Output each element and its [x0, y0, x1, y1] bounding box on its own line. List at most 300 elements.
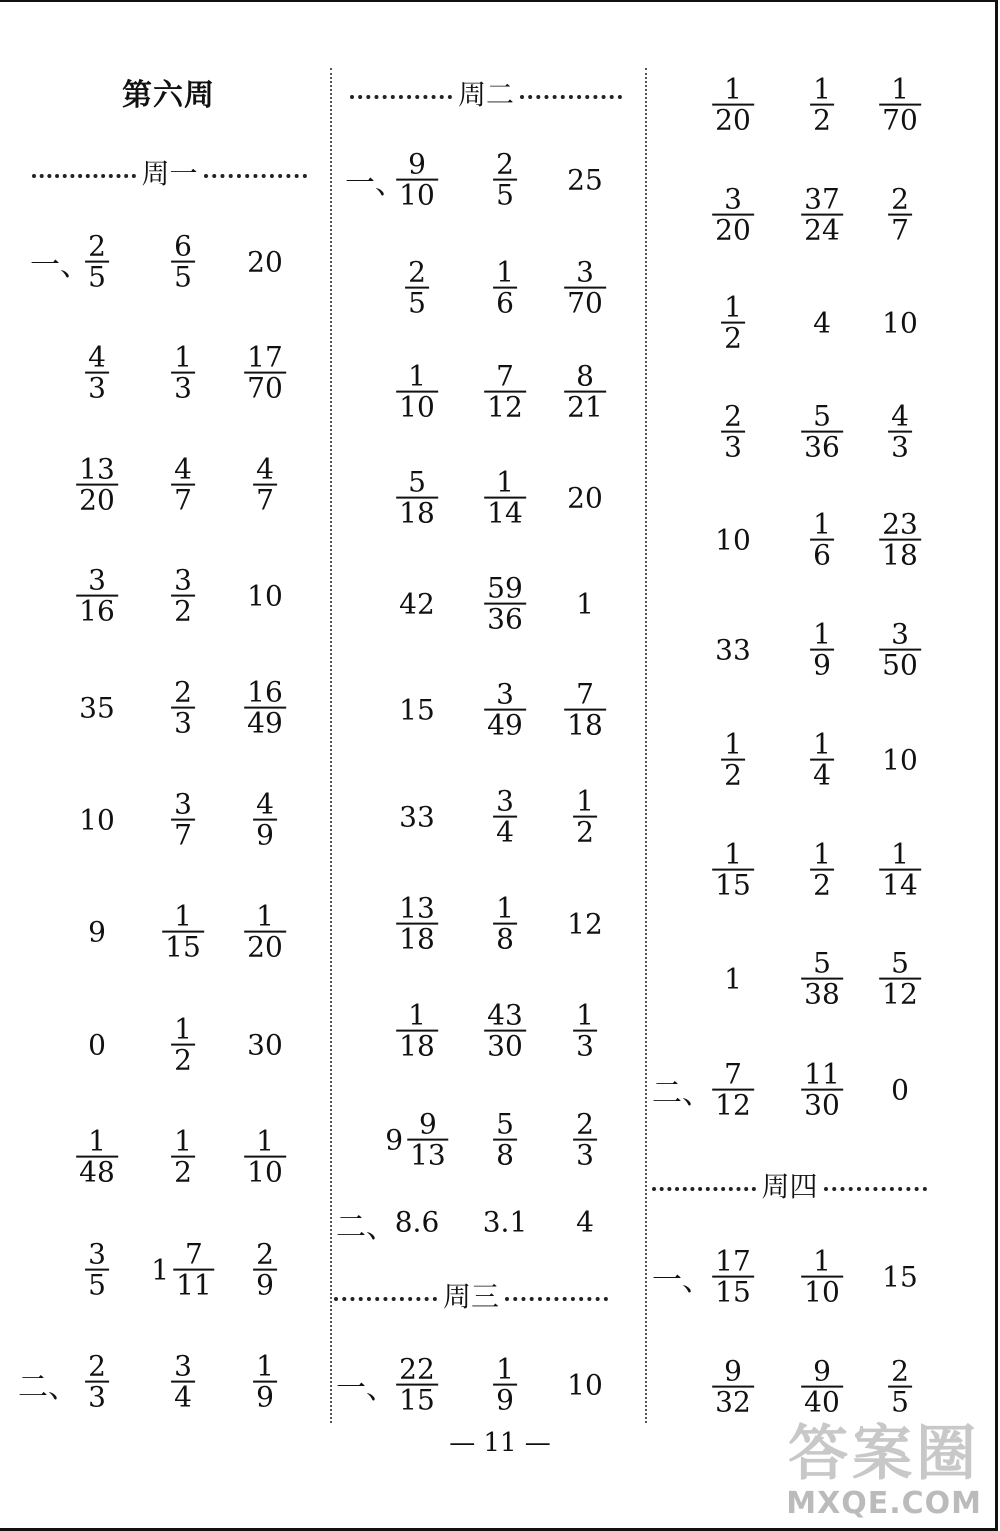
numerator: 1: [174, 1012, 192, 1046]
answer-cell: [712, 1057, 754, 1122]
numerator: 1: [496, 891, 514, 925]
part-one-marker: 一、: [345, 166, 405, 201]
denominator: 49: [484, 709, 526, 740]
numerator: 17: [247, 340, 283, 374]
fraction: [484, 998, 526, 1063]
denominator: 16: [76, 595, 118, 626]
denominator: 6: [810, 539, 834, 570]
answer-value: 42: [399, 587, 435, 621]
answer-cell: [85, 1349, 109, 1414]
fraction: [879, 507, 921, 572]
denominator: 10: [801, 1276, 843, 1307]
answer-cell: [85, 229, 109, 294]
answer-cell: [76, 563, 118, 628]
denominator: 20: [712, 104, 754, 135]
fraction: [493, 784, 517, 849]
denominator: 5: [85, 261, 109, 292]
answer-value: 35: [79, 691, 115, 725]
denominator: 15: [396, 1384, 438, 1415]
section-header-wednesday: [334, 1275, 608, 1315]
fraction: [162, 899, 204, 964]
fraction: [173, 1237, 215, 1302]
fraction: [888, 399, 912, 464]
answer-value: 8.6: [394, 1205, 440, 1239]
answer-cell: [567, 908, 603, 941]
fraction: [171, 1012, 195, 1077]
fraction: [721, 399, 745, 464]
numerator: 1: [174, 1124, 192, 1158]
denominator: 2: [810, 104, 834, 135]
answer-cell: [484, 677, 526, 742]
fraction: [484, 465, 526, 530]
answer-cell: [493, 1107, 517, 1172]
answer-cell: [171, 1012, 195, 1077]
answer-value: 15: [399, 693, 435, 727]
answer-value: 3.1: [482, 1205, 528, 1239]
answer-cell: [253, 1237, 277, 1302]
fraction: [253, 452, 277, 517]
numerator: 1: [576, 784, 594, 818]
answer-cell: [484, 359, 526, 424]
dotted-leader: [505, 1297, 608, 1301]
answer-cell: [567, 164, 603, 197]
answer-cell: [567, 1369, 603, 1402]
numerator: 7: [576, 677, 594, 711]
numerator: 4: [88, 340, 106, 374]
answer-cell: [244, 675, 286, 740]
numerator: 2: [724, 399, 742, 433]
fraction: [493, 255, 517, 320]
answer-cell: [888, 182, 912, 247]
fraction: [244, 675, 286, 740]
fraction: [76, 563, 118, 628]
denominator: 2: [721, 759, 745, 790]
numerator: 4: [891, 399, 909, 433]
answer-cell: [171, 787, 195, 852]
fraction: [253, 1349, 277, 1414]
answer-cell: [253, 452, 277, 517]
answer-value: 0: [891, 1073, 909, 1107]
answer-cell: [88, 1029, 106, 1062]
answer-cell: [801, 946, 843, 1011]
denominator: 48: [76, 1156, 118, 1187]
denominator: 6: [493, 287, 517, 318]
answer-value: 0: [88, 1028, 106, 1062]
section-label: 周三: [443, 1280, 500, 1313]
answer-cell: [244, 899, 286, 964]
answer-cell: [712, 182, 754, 247]
denominator: 15: [712, 1276, 754, 1307]
section-label: 周四: [761, 1170, 818, 1203]
part-one-marker: 一、: [30, 248, 90, 283]
fraction: [810, 727, 834, 792]
denominator: 3: [85, 1381, 109, 1412]
answer-cell: [399, 801, 435, 834]
answer-cell: [493, 147, 517, 212]
answer-cell: [396, 465, 438, 530]
numerator: 5: [813, 946, 831, 980]
fraction: [85, 229, 109, 294]
denominator: 2: [171, 595, 195, 626]
numerator: 1: [256, 1349, 274, 1383]
answer-cell: [247, 1029, 283, 1062]
denominator: 36: [484, 603, 526, 634]
fraction: [493, 891, 517, 956]
numerator: 3: [891, 617, 909, 651]
answer-cell: [801, 182, 843, 247]
numerator: 5: [496, 1107, 514, 1141]
fraction: [484, 571, 526, 636]
numerator: 13: [79, 452, 115, 486]
numerator: 3: [88, 1237, 106, 1271]
fraction: [573, 998, 597, 1063]
answer-cell: [76, 452, 118, 517]
numerator: 2: [576, 1107, 594, 1141]
fraction: [888, 182, 912, 247]
answer-value: 4: [576, 1205, 594, 1239]
numerator: 3: [174, 787, 192, 821]
denominator: 9: [810, 649, 834, 680]
fraction: [171, 563, 195, 628]
dotted-leader: [520, 95, 622, 99]
answer-cell: [576, 588, 594, 621]
answer-cell: [882, 1261, 918, 1294]
denominator: 38: [801, 978, 843, 1009]
answer-cell: [399, 588, 435, 621]
answer-cell: [810, 837, 834, 902]
numerator: 43: [487, 998, 523, 1032]
numerator: 9: [724, 1354, 742, 1388]
answer-cell: [801, 1244, 843, 1309]
denominator: 2: [721, 322, 745, 353]
fraction: [396, 1352, 438, 1417]
denominator: 36: [801, 431, 843, 462]
fraction: [801, 399, 843, 464]
fraction: [171, 1349, 195, 1414]
answer-cell: [564, 255, 606, 320]
denominator: 2: [573, 816, 597, 847]
numerator: 5: [408, 465, 426, 499]
fraction: [171, 675, 195, 740]
fraction: [171, 340, 195, 405]
answer-cell: [493, 891, 517, 956]
answer-cell: [801, 1057, 843, 1122]
fraction: [493, 147, 517, 212]
fraction: [810, 837, 834, 902]
numerator: 1: [891, 72, 909, 106]
answer-value: 1: [724, 962, 742, 996]
answer-cell: [484, 571, 526, 636]
numerator: 9: [419, 1107, 437, 1141]
answer-cell: [396, 1352, 438, 1417]
fraction: [253, 1237, 277, 1302]
numerator: 11: [804, 1057, 840, 1091]
denominator: 18: [396, 1030, 438, 1061]
answer-cell: [810, 72, 834, 137]
denominator: 32: [712, 1386, 754, 1417]
answer-cell: [247, 246, 283, 279]
numerator: 3: [174, 563, 192, 597]
fraction: [171, 1124, 195, 1189]
fraction: [801, 946, 843, 1011]
denominator: 4: [171, 1381, 195, 1412]
answer-cell: [810, 617, 834, 682]
denominator: 4: [493, 816, 517, 847]
answer-cell: [85, 340, 109, 405]
answer-cell: [171, 1124, 195, 1189]
numerator: 2: [174, 675, 192, 709]
answer-cell: [715, 634, 751, 667]
denominator: 10: [396, 179, 438, 210]
answer-cell: [244, 340, 286, 405]
answer-cell: [891, 1074, 909, 1107]
answer-value: 1: [576, 587, 594, 621]
answer-value: 10: [882, 306, 918, 340]
denominator: 5: [493, 179, 517, 210]
fraction: [721, 727, 745, 792]
denominator: 20: [244, 931, 286, 962]
numerator: 1: [813, 72, 831, 106]
fraction: [396, 891, 438, 956]
answer-value: 33: [399, 800, 435, 834]
numerator: 1: [88, 1124, 106, 1158]
answer-cell: [484, 998, 526, 1063]
numerator: 8: [576, 359, 594, 393]
denominator: 3: [171, 707, 195, 738]
numerator: 2: [88, 1349, 106, 1383]
fraction: [76, 452, 118, 517]
numerator: 1: [174, 340, 192, 374]
column-divider: [330, 68, 332, 1423]
denominator: 5: [85, 1269, 109, 1300]
answer-cell: [801, 399, 843, 464]
answer-value: 10: [247, 579, 283, 613]
denominator: 50: [879, 649, 921, 680]
numerator: 3: [88, 563, 106, 597]
answer-cell: [724, 963, 742, 996]
answer-value: 10: [79, 803, 115, 837]
answer-cell: [85, 1237, 109, 1302]
fraction: [879, 72, 921, 137]
denominator: 9: [253, 819, 277, 850]
numerator: 2: [891, 1354, 909, 1388]
answer-cell: [564, 359, 606, 424]
fraction: [879, 946, 921, 1011]
denominator: 30: [801, 1089, 843, 1120]
fraction: [810, 507, 834, 572]
numerator: 1: [576, 998, 594, 1032]
numerator: 3: [724, 182, 742, 216]
answer-value: 30: [247, 1028, 283, 1062]
fraction: [721, 290, 745, 355]
numerator: 37: [804, 182, 840, 216]
denominator: 15: [162, 931, 204, 962]
part-one-marker: 一、: [652, 1263, 712, 1298]
denominator: 3: [573, 1139, 597, 1170]
fraction: [801, 1057, 843, 1122]
answer-cell: [88, 916, 106, 949]
denominator: 24: [801, 214, 843, 245]
numerator: 7: [724, 1057, 742, 1091]
part-two-marker: 二、: [336, 1210, 396, 1245]
watermark-url: MXQE.COM: [786, 1486, 982, 1521]
denominator: 9: [253, 1381, 277, 1412]
section-label: 周一: [141, 157, 198, 190]
denominator: 18: [564, 709, 606, 740]
numerator: 3: [174, 1349, 192, 1383]
numerator: 1: [256, 1124, 274, 1158]
answer-cell: [171, 229, 195, 294]
answer-cell: [721, 290, 745, 355]
denominator: 2: [171, 1044, 195, 1075]
section-label: 周二: [458, 78, 515, 111]
answer-value: 25: [567, 163, 603, 197]
numerator: 3: [576, 255, 594, 289]
answer-cell: [483, 1206, 528, 1239]
denominator: 7: [253, 484, 277, 515]
fraction: [564, 677, 606, 742]
fraction: [244, 899, 286, 964]
numerator: 7: [496, 359, 514, 393]
answer-value: 20: [247, 245, 283, 279]
part-two-marker: 二、: [18, 1370, 78, 1405]
denominator: 3: [573, 1030, 597, 1061]
answer-cell: [162, 899, 204, 964]
denominator: 8: [493, 923, 517, 954]
numerator: 1: [408, 359, 426, 393]
answer-value: 9: [88, 915, 106, 949]
numerator: 13: [399, 891, 435, 925]
dotted-leader: [824, 1187, 928, 1191]
answer-value: 15: [882, 1260, 918, 1294]
watermark: [786, 1406, 982, 1521]
numerator: 5: [813, 399, 831, 433]
answer-cell: [399, 694, 435, 727]
answer-cell: [79, 692, 115, 725]
page-number: — 11 —: [449, 1428, 551, 1458]
numerator: 1: [724, 290, 742, 324]
fraction: [407, 1107, 449, 1172]
denominator: 2: [171, 1156, 195, 1187]
numerator: 2: [408, 255, 426, 289]
answer-cell: [405, 255, 429, 320]
denominator: 13: [407, 1139, 449, 1170]
denominator: 5: [171, 261, 195, 292]
answer-cell: [385, 1107, 448, 1172]
denominator: 49: [244, 707, 286, 738]
whole-part: 9: [385, 1123, 404, 1157]
answer-cell: [879, 946, 921, 1011]
answer-cell: [171, 1349, 195, 1414]
fraction: [801, 1244, 843, 1309]
denominator: 12: [712, 1089, 754, 1120]
watermark-logo: 答案圈: [788, 1419, 981, 1489]
fraction: [171, 452, 195, 517]
answer-cell: [493, 784, 517, 849]
denominator: 70: [564, 287, 606, 318]
numerator: 17: [715, 1244, 751, 1278]
fraction: [396, 147, 438, 212]
answer-cell: [567, 482, 603, 515]
answer-cell: [396, 147, 438, 212]
numerator: 16: [247, 675, 283, 709]
answer-cell: [888, 399, 912, 464]
fraction: [244, 340, 286, 405]
denominator: 14: [879, 869, 921, 900]
denominator: 3: [721, 431, 745, 462]
numerator: 23: [882, 507, 918, 541]
fraction: [85, 1349, 109, 1414]
fraction: [564, 255, 606, 320]
answer-cell: [171, 563, 195, 628]
denominator: 7: [171, 819, 195, 850]
denominator: 9: [493, 1384, 517, 1415]
numerator: 1: [724, 837, 742, 871]
answer-cell: [253, 1349, 277, 1414]
answer-value: 12: [567, 907, 603, 941]
denominator: 10: [244, 1156, 286, 1187]
answer-cell: [171, 675, 195, 740]
section-header-tuesday: [350, 73, 622, 113]
denominator: 15: [712, 869, 754, 900]
denominator: 18: [396, 497, 438, 528]
answer-cell: [395, 1206, 440, 1239]
fraction: [396, 465, 438, 530]
fraction: [484, 359, 526, 424]
fraction: [712, 1057, 754, 1122]
denominator: 3: [85, 372, 109, 403]
answer-cell: [171, 340, 195, 405]
numerator: 7: [185, 1237, 203, 1271]
denominator: 5: [405, 287, 429, 318]
denominator: 12: [484, 391, 526, 422]
fraction: [810, 72, 834, 137]
denominator: 3: [888, 431, 912, 462]
answer-cell: [879, 507, 921, 572]
denominator: 10: [396, 391, 438, 422]
answer-cell: [712, 1244, 754, 1309]
answer-cell: [247, 580, 283, 613]
denominator: 5: [888, 1386, 912, 1417]
numerator: 1: [496, 255, 514, 289]
numerator: 1: [891, 837, 909, 871]
denominator: 4: [810, 759, 834, 790]
answer-cell: [396, 359, 438, 424]
numerator: 1: [813, 507, 831, 541]
fraction: [712, 1244, 754, 1309]
fraction: [405, 255, 429, 320]
answer-cell: [396, 998, 438, 1063]
answer-cell: [76, 1124, 118, 1189]
numerator: 1: [813, 837, 831, 871]
answer-value: 4: [813, 306, 831, 340]
numerator: 1: [813, 1244, 831, 1278]
answer-cell: [171, 452, 195, 517]
answer-cell: [879, 617, 921, 682]
fraction: [879, 617, 921, 682]
dotted-leader: [652, 1187, 756, 1191]
denominator: 18: [396, 923, 438, 954]
whole-part: 1: [151, 1253, 170, 1287]
numerator: 1: [724, 727, 742, 761]
fraction: [253, 787, 277, 852]
answer-cell: [712, 72, 754, 137]
numerator: 2: [891, 182, 909, 216]
answer-cell: [493, 255, 517, 320]
numerator: 1: [408, 998, 426, 1032]
answer-value: 33: [715, 633, 751, 667]
answer-cell: [810, 507, 834, 572]
